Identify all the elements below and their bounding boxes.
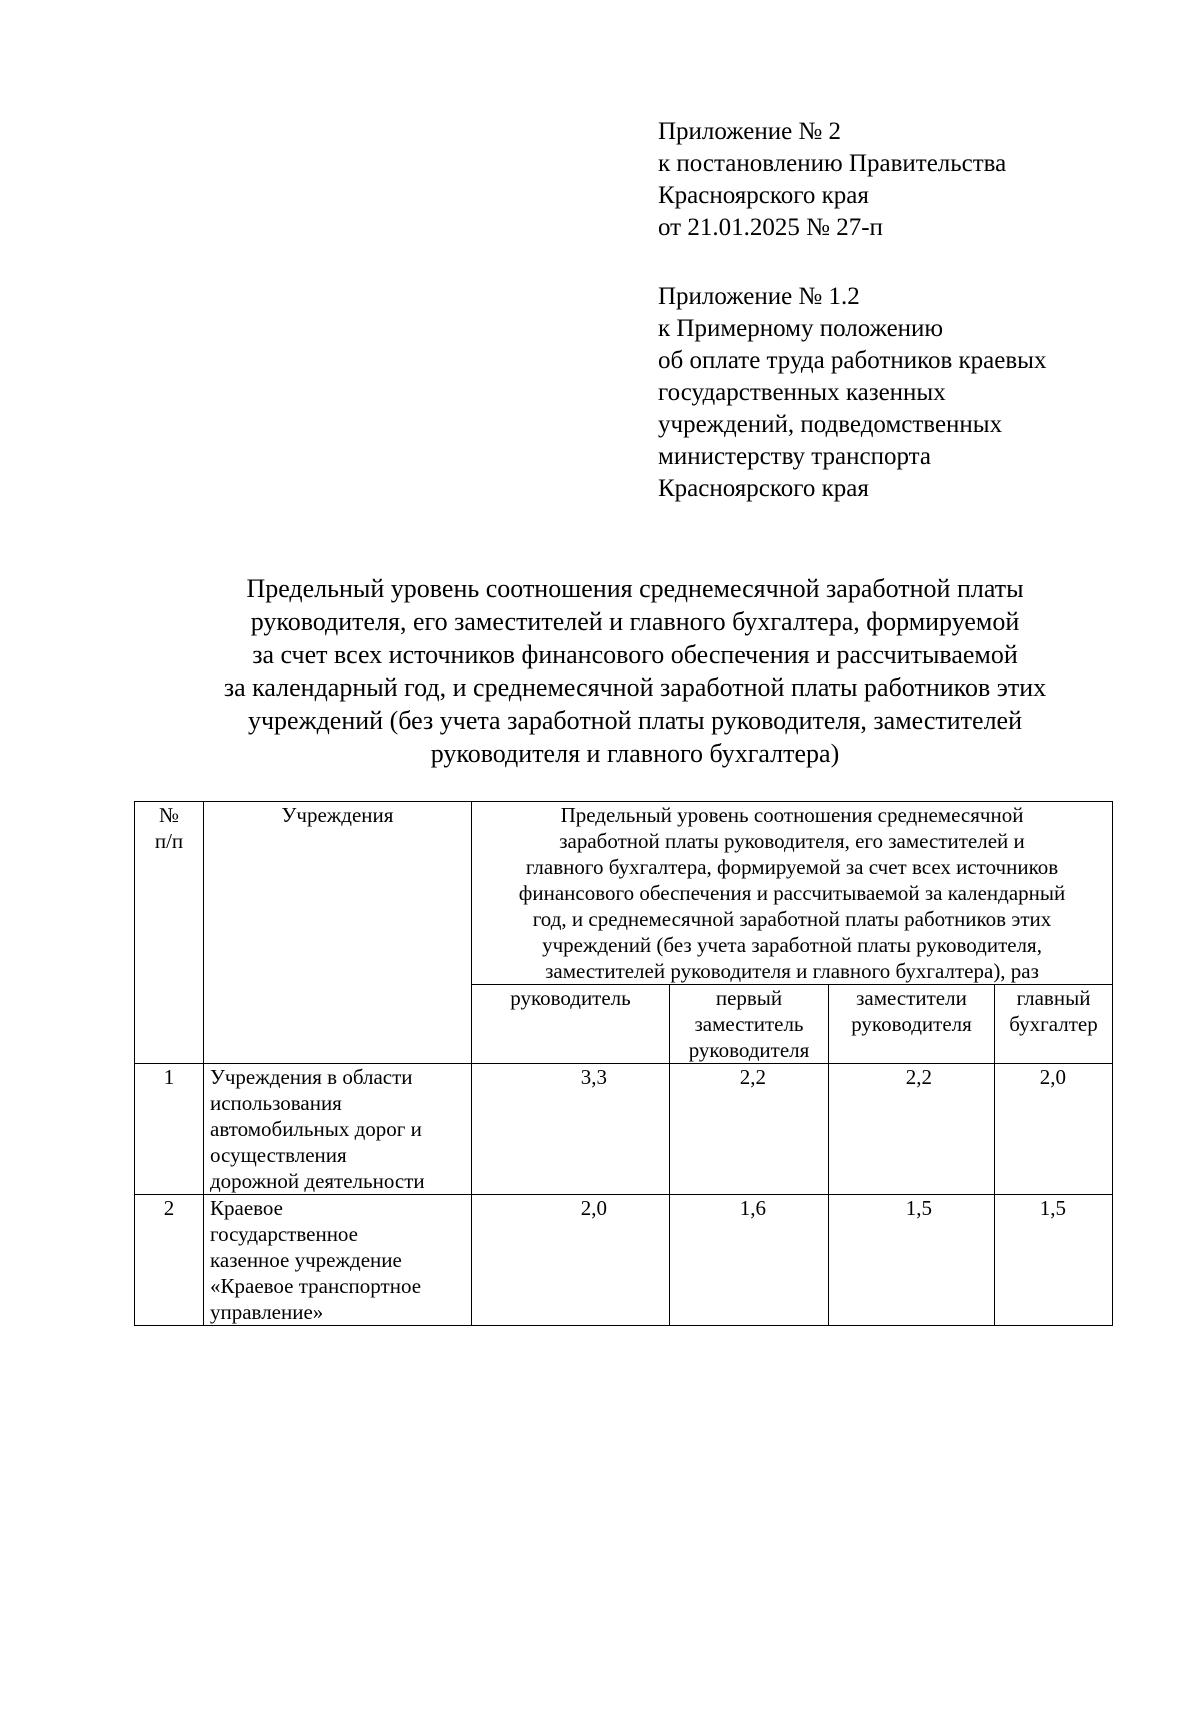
table-header-row [135, 802, 1113, 985]
appendix-line: учреждений, подведомственных [658, 411, 1003, 438]
value-chief-accountant: 1,5 [995, 1195, 1113, 1326]
title-line: учреждений (без учета заработной платы руководителя, заместителей [247, 706, 1022, 735]
title-line: за счет всех источников финансового обеспечения и рассчитываемой [252, 640, 1018, 669]
appendix-line: Красноярского края [658, 182, 869, 209]
value-chief-accountant: 2,0 [995, 1064, 1113, 1195]
appendix-line: Приложение № 2 [658, 118, 842, 145]
appendix-line: министерству транспорта [658, 443, 931, 470]
row-institution: Краевое государственное казенное учреждение «Краевое транспортное управление» [204, 1195, 472, 1326]
value-first-deputy: 1,6 [670, 1195, 829, 1326]
header-number: № п/п [135, 802, 204, 1064]
table-row [135, 1064, 1113, 1195]
appendix-line: к Примерному положению [658, 315, 944, 342]
value-head: 2,0 [472, 1195, 670, 1326]
header-head: руководитель [472, 985, 670, 1064]
appendix-2-reference [658, 116, 1006, 244]
appendix-line: от 21.01.2025 № 27-п [658, 214, 883, 241]
value-deputies: 1,5 [829, 1195, 995, 1326]
appendix-line: государственных казенных [658, 379, 946, 406]
title-line: за календарный год, и среднемесячной заработной платы работников этих [223, 673, 1047, 702]
title-line: руководителя, его заместителей и главного бухгалтера, формируемой [250, 607, 1020, 636]
value-deputies: 2,2 [829, 1064, 995, 1195]
table-row [135, 1195, 1113, 1326]
row-number: 1 [135, 1064, 204, 1195]
value-head: 3,3 [472, 1064, 670, 1195]
appendix-line: об оплате труда работников краевых [658, 347, 1047, 374]
row-number: 2 [135, 1195, 204, 1326]
header-deputies: заместители руководителя [829, 985, 995, 1064]
header-ratio-group: Предельный уровень соотношения среднемесячной заработной платы руководителя, его заместителей и главного бухгалтера, формируемой за счет всех источников финансового обеспечения и рассчитываемой за календарный год, и среднемесячной заработной платы работников этих учреждений (без учета заработной платы руководителя, заместителей руководителя и главного бухгалтера), раз [472, 802, 1113, 985]
header-first-deputy: первый заместитель руководителя [670, 985, 829, 1064]
title-line: руководителя и главного бухгалтера) [430, 739, 840, 768]
document-title [120, 572, 1150, 770]
value-first-deputy: 2,2 [670, 1064, 829, 1195]
appendix-line: к постановлению Правительства [658, 150, 1007, 177]
salary-ratio-table [134, 801, 1113, 1326]
appendix-line: Приложение № 1.2 [658, 283, 860, 310]
appendix-1-2-reference [658, 281, 1046, 505]
header-institutions: Учреждения [204, 802, 472, 1064]
appendix-line: Красноярского края [658, 475, 869, 502]
row-institution: Учреждения в области использования автомобильных дорог и осуществления дорожной деятельности [204, 1064, 472, 1195]
header-chief-accountant: главный бухгалтер [995, 985, 1113, 1064]
title-line: Предельный уровень соотношения среднемесячной заработной платы [246, 574, 1024, 603]
